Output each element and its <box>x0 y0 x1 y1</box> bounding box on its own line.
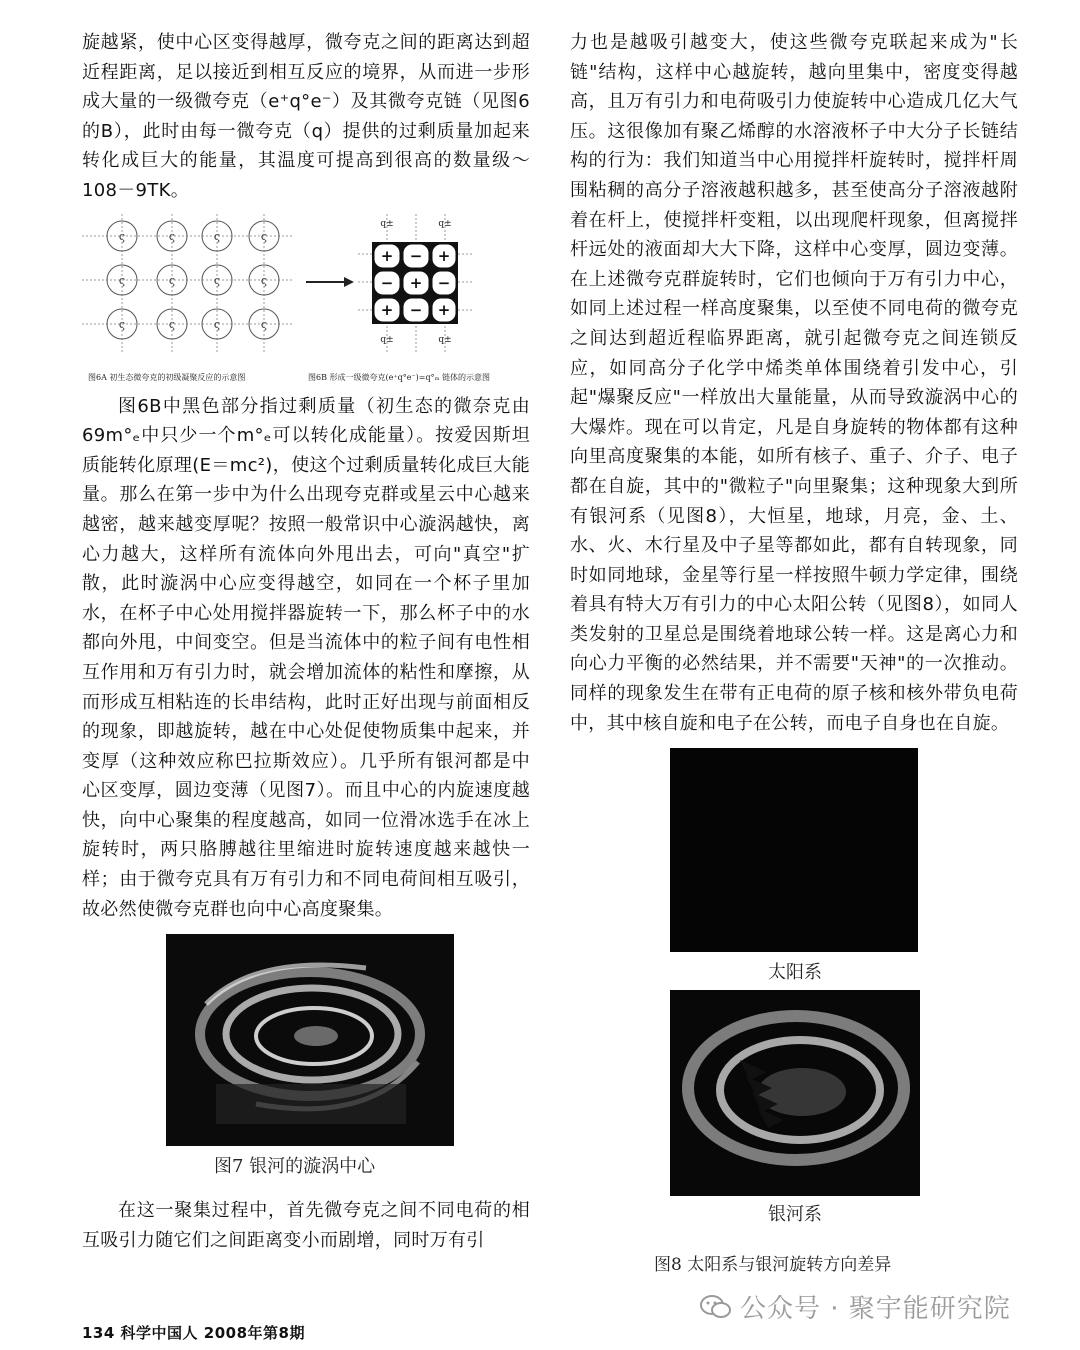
svg-text:ς: ς <box>260 273 268 287</box>
figure-8-galaxy-label: 银河系 <box>768 1204 822 1226</box>
wechat-icon <box>700 1294 732 1320</box>
paragraph: 图6B中黑色部分指过剩质量（初生态的微奈克由69m°ₑ中只少一个m°ₑ可以转化成能量）。按爱因斯坦质能转化原理(E＝mc²)，使这个过剩质量转化成巨大能量。那么在第一步中为什么出现夸克群或星云中心越来越密，越来越变厚呢？按照一般常识中心漩涡越快，离心力越大，这样所有流体向外甩出去，可向"真空"扩散，此时漩涡中心应变得越空，如同在一个杯子里加水，在杯子中心处用搅拌器旋转一下，那么杯子中的水都向外甩，中间变空。但是当流体中的粒子间有电性相互作用和万有引力时，就会增加流体的粘性和摩擦，从而形成互相粘连的长串结构，此时正好出现与前面相反的现象，即越旋转，越在中心处促使物质集中起来，并变厚（这种效应称巴拉斯效应）。几乎所有银河都是中心区变厚，圆边变薄（见图7）。而且中心的内旋速度越快，向中心聚集的程度越高，如同一位滑冰选手在冰上旋转时，两只胳膊越往里缩进时旋转速度越来越快一样；由于微夸克具有万有引力和不同电荷间相互吸引，故必然使微夸克群也向中心高度聚集。 <box>82 395 530 920</box>
figure-6b-caption: 图6B 形成一级微夸克(e⁺q°e⁻)=q°ₘ 链体的示意图 <box>308 372 491 382</box>
svg-text:ς: ς <box>118 273 126 287</box>
q-label: q± <box>438 334 452 345</box>
paragraph: 力也是越吸引越变大，使这些微夸克联起来成为"长链"结构，这样中心越旋转，越向里集中，密度变得越高，且万有引力和电荷吸引力使旋转中心造成几亿大气压。这很像加有聚乙烯醇的水溶液杯子中大分子长链结构的行为：我们知道当中心用搅拌杆旋转时，搅拌杆周围粘稠的高分子溶液越积越多，甚至使高分子溶液越附着在杆上，使搅拌杆变粗，以出现爬杆现象，但离搅拌杆远处的液面却大大下降，这样中心变厚，圆边变薄。在上述微夸克群旋转时，它们也倾向于万有引力中心，如同上述过程一样高度聚集，以至使不同电荷的微夸克之间达到超近程临界距离，就引起微夸克之间连锁反应，如同高分子化学中烯类单体围绕着引发中心，引起"爆聚反应"一样放出大量能量，从而导致漩涡中心的大爆炸。现在可以肯定，凡是自身旋转的物体都有这种向里高度聚集的本能，如所有核子、重子、介子、电子都在自旋，其中的"微粒子"向里聚集；这种现象大到所有银河系（见图8），大恒星，地球，月亮，金、土、水、火、木行星及中子星等都如此，都有自转现象，同时如同地球，金星等行星一样按照牛顿力学定律，围绕着具有特大万有引力的中心太阳公转（见图8），如同人类发射的卫星总是围绕着地球公转一样。这是离心力和向心力平衡的必然结果，并不需要"天神"的一次推动。同样的现象发生在带有正电荷的原子核和核外带负电荷中，其中核自旋和电子在公转，而电子自身也在自旋。 <box>570 32 1018 734</box>
figure-6-diagram <box>82 214 530 372</box>
figure-7-galaxy-image <box>166 934 454 1146</box>
q-label: q± <box>380 218 394 229</box>
svg-text:ς: ς <box>118 317 126 331</box>
q-label: q± <box>380 334 394 345</box>
svg-text:+: + <box>437 246 451 265</box>
figure-8-galaxy-image <box>670 990 920 1196</box>
watermark <box>700 1288 1011 1325</box>
svg-text:−: − <box>380 273 394 292</box>
q-label: q± <box>438 218 452 229</box>
svg-text:+: + <box>409 273 423 292</box>
svg-text:ς: ς <box>213 273 221 287</box>
figure-8-solar-label: 太阳系 <box>768 962 822 984</box>
svg-text:ς: ς <box>260 317 268 331</box>
svg-text:−: − <box>437 273 451 292</box>
figure-6a-caption: 图6A 初生态微夸克的初级凝聚反应的示意图 <box>88 372 246 382</box>
paragraph: 在这一聚集过程中，首先微夸克之间不同电荷的相互吸引力随它们之间距离变小而剧增，同时万有引 <box>82 1200 530 1251</box>
svg-text:ς: ς <box>168 317 176 331</box>
svg-text:+: + <box>380 300 394 319</box>
figure-7-caption: 图7 银河的漩涡中心 <box>214 1156 376 1178</box>
svg-text:ς: ς <box>168 273 176 287</box>
paragraph: 旋越紧，使中心区变得越厚，微夸克之间的距离达到超近程距离，足以接近到相互反应的境界，从而进一步形成大量的一级微夸克（e⁺q°e⁻）及其微夸克链（见图6的B），此时由每一微夸克（q）提供的过剩质量加起来转化成巨大的能量，其温度可提高到很高的数量级～108－9TK。 <box>82 32 530 201</box>
figure-6 <box>82 214 530 386</box>
svg-text:ς: ς <box>168 229 176 243</box>
svg-text:ς: ς <box>118 229 126 243</box>
svg-text:+: + <box>380 246 394 265</box>
watermark-text: 公众号 · 聚宇能研究院 <box>740 1294 1011 1324</box>
left-column <box>82 28 530 1255</box>
page-footer: 134 科学中国人 2008年第8期 <box>82 1324 305 1342</box>
figure-8-solar-system-image <box>670 748 918 952</box>
svg-text:ς: ς <box>213 317 221 331</box>
right-column <box>570 28 1018 1275</box>
svg-text:ς: ς <box>213 229 221 243</box>
figure-8-caption: 图8 太阳系与银河旋转方向差异 <box>654 1255 892 1276</box>
svg-text:+: + <box>437 300 451 319</box>
svg-text:−: − <box>409 300 423 319</box>
svg-text:ς: ς <box>260 229 268 243</box>
svg-text:−: − <box>409 246 423 265</box>
